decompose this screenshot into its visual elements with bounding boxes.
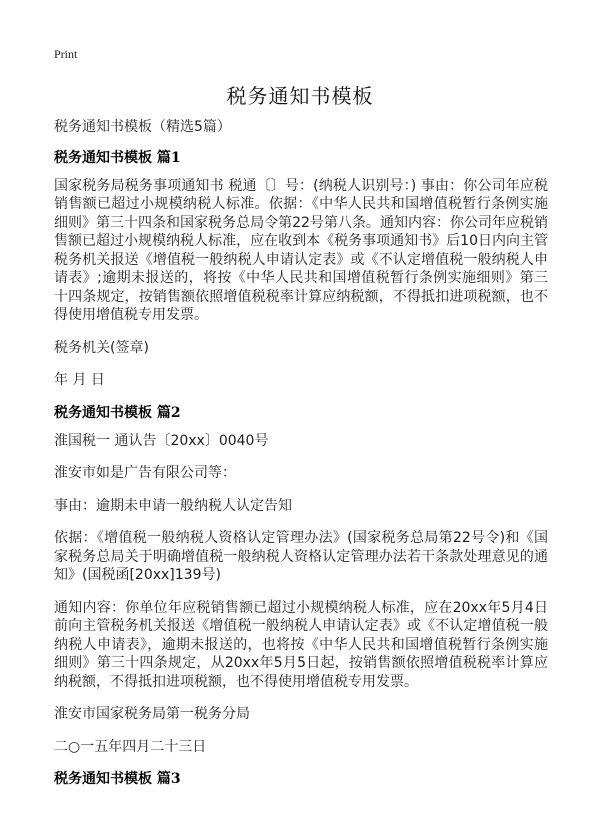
recipient-line: 淮安市如是广告有限公司等： (54, 465, 236, 481)
section-1 (54, 149, 548, 390)
basis-paragraph: 依据：《增值税一般纳税人资格认定管理办法》(国家税务总局第22号令)和《国家税务总局关于明确增值税一般纳税人资格认定管理办法若干条款处理意见的通知》(国税函[20xx]139号) (54, 530, 548, 583)
section-heading: 税务通知书模板 篇3 (54, 771, 181, 787)
issuer-line: 淮安市国家税务局第一税务分局 (54, 706, 250, 722)
signature-line: 税务机关(签章) (54, 339, 149, 356)
document-subtitle: 税务通知书模板（精选5篇） (54, 119, 231, 135)
document-body (54, 118, 548, 798)
reference-number: 淮国税一 通认告〔20xx〕0040号 (54, 432, 269, 449)
date-line: 年 月 日 (54, 372, 105, 388)
subject-line: 事由：逾期未申请一般纳税人认定告知 (54, 497, 292, 514)
section-2 (54, 404, 548, 757)
document-title: 税务通知书模板 (226, 84, 374, 108)
paragraph: 国家税务局税务事项通知书 税通〔〕号：(纳税人识别号：) 事由：你公司年应税销售额已超过小规模纳税人标准。依据：《中华人民共和国增值税暂行条例实施细则》第三十四条和国家税务总局令第22号第八条。通知内容：你公司年应税销售额已超过小规模纳税人标准，应在收到本《税务事项通知书》后10日内向主管税务机关报送《增值税一般纳税人申请认定表》或《不认定增值税一般纳税人申请表》;逾期未报送的，将按《中华人民共和国增值税暂行条例实施细则》第三十四条规定，按销售额依照增值税税率计算应纳税额，不得抵扣进项税额，也不得使用增值税专用发票。 (54, 177, 548, 323)
notice-paragraph: 通知内容：你单位年应税销售额已超过小规模纳税人标准，应在20xx年5月4日前向主管税务机关报送《增值税一般纳税人申请认定表》或《不认定增值税一般纳税人申请表》，逾期未报送的，也将按《中华人民共和国增值税暂行条例实施细则》第三十四条规定，从20xx年5月5日起，按销售额依照增值税税率计算应纳税额，不得抵扣进项税额，也不得使用增值税专用发票。 (54, 599, 548, 690)
section-heading: 税务通知书模板 篇1 (54, 149, 181, 166)
print-label: Print (54, 47, 78, 61)
section-3 (54, 770, 548, 788)
date-line: 二○一五年四月二十三日 (54, 738, 207, 755)
section-heading: 税务通知书模板 篇2 (54, 404, 181, 421)
